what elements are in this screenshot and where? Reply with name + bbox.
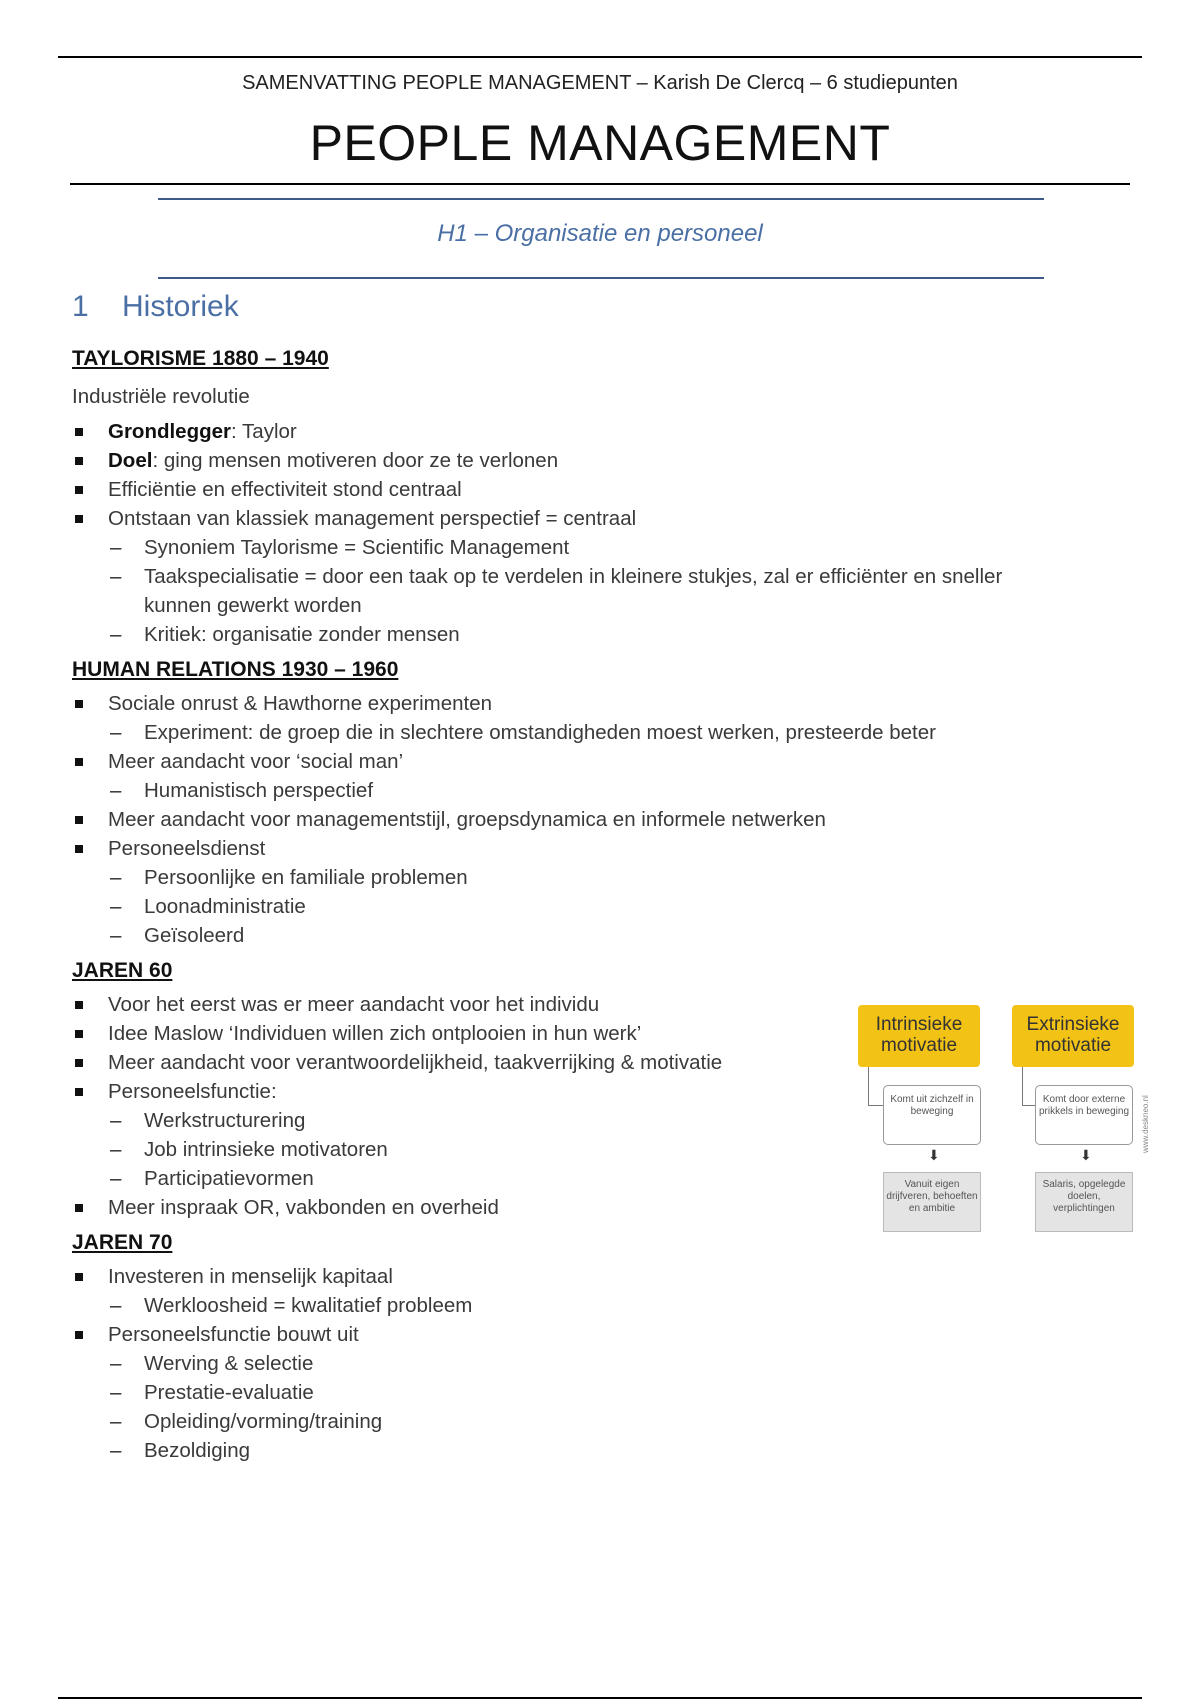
list-item: [72, 446, 1072, 475]
bold-label: Grondlegger: [108, 420, 232, 443]
jaren70-heading: JAREN 70: [72, 1231, 173, 1254]
jaren60-heading: JAREN 60: [72, 959, 173, 982]
sub-list-item: – Bezoldiging: [72, 1436, 1072, 1465]
list-item: Voor het eerst was er meer aandacht voor het individu: [72, 990, 1072, 1019]
list-item-text: : ging mensen motiveren door ze te verlonen: [152, 449, 559, 472]
list-item: Personeelsdienst: [72, 834, 1072, 863]
sub-list-item: – Kritiek: organisatie zonder mensen: [72, 620, 1072, 649]
section-title: Historiek: [122, 290, 239, 323]
list-item: Personeelsfunctie bouwt uit: [72, 1320, 1072, 1349]
top-rule: [58, 56, 1142, 58]
intrinsic-sub-box: Komt uit zichzelf in beweging: [883, 1085, 981, 1145]
section-number: 1: [72, 290, 89, 323]
chapter-heading: H1 – Organisatie en personeel: [437, 220, 763, 247]
bold-label: Doel: [108, 449, 153, 472]
jaren70-list: [72, 1262, 1072, 1465]
sub-list-item: – Werving & selectie: [72, 1349, 1072, 1378]
sub-list-item: – Participatievormen: [72, 1164, 1072, 1193]
title-underline: [70, 183, 1130, 185]
list-item: Investeren in menselijk kapitaal: [72, 1262, 1072, 1291]
section-heading: [72, 290, 239, 324]
sub-list-item: – Job intrinsieke motivatoren: [72, 1135, 1072, 1164]
list-item-text: : Taylor: [231, 420, 297, 443]
list-item: Meer aandacht voor verantwoordelijkheid, taakverrijking & motivatie: [72, 1048, 1072, 1077]
sub-list-item: – Humanistisch perspectief: [72, 776, 1072, 805]
sub-list-item: – Opleiding/vorming/training: [72, 1407, 1072, 1436]
chapter-bottom-line: [158, 277, 1044, 279]
diagram-watermark: www.deskneo.nl: [1141, 1095, 1150, 1153]
taylorisme-heading: TAYLORISME 1880 – 1940: [72, 347, 329, 370]
list-item: Meer aandacht voor ‘social man’: [72, 747, 1072, 776]
list-item: Ontstaan van klassiek management perspectief = centraal: [72, 504, 1072, 533]
sub-list-item: – Werkloosheid = kwalitatief probleem: [72, 1291, 1072, 1320]
sub-list-item: – Experiment: de groep die in slechtere omstandigheden moest werken, presteerde beter: [72, 718, 1072, 747]
chapter-top-line: [158, 198, 1044, 200]
list-item: Meer aandacht voor managementstijl, groepsdynamica en informele netwerken: [72, 805, 1072, 834]
intrinsic-motivation-box: Intrinsieke motivatie: [858, 1005, 980, 1067]
sub-list-item: – Taakspecialisatie = door een taak op te verdelen in kleinere stukjes, zal er efficiënter en sneller kunnen gewerkt worden: [72, 562, 1072, 620]
sub-list-item: – Synoniem Taylorisme = Scientific Management: [72, 533, 1072, 562]
extrinsic-detail-box: Salaris, opgelegde doelen, verplichtingen: [1035, 1172, 1133, 1232]
list-item: Idee Maslow ‘Individuen willen zich ontplooien in hun werk’: [72, 1019, 1072, 1048]
extrinsic-motivation-box: Extrinsieke motivatie: [1012, 1005, 1134, 1067]
sub-list-item: – Geïsoleerd: [72, 921, 1072, 950]
extrinsic-sub-box: Komt door externe prikkels in beweging: [1035, 1085, 1133, 1145]
down-arrow-icon: ⬇: [1080, 1147, 1092, 1163]
human-relations-heading: HUMAN RELATIONS 1930 – 1960: [72, 658, 399, 681]
list-item: Personeelsfunctie:: [72, 1077, 1072, 1106]
sub-list-item: – Werkstructurering: [72, 1106, 1072, 1135]
list-item: [72, 417, 1072, 446]
running-header: SAMENVATTING PEOPLE MANAGEMENT – Karish De Clercq – 6 studiepunten: [242, 72, 958, 94]
list-item: Meer inspraak OR, vakbonden en overheid: [72, 1193, 1072, 1222]
human-relations-list: [72, 689, 1072, 950]
sub-list-item: – Persoonlijke en familiale problemen: [72, 863, 1072, 892]
bottom-rule: [58, 1697, 1142, 1699]
sub-list-item: – Loonadministratie: [72, 892, 1072, 921]
page-title: PEOPLE MANAGEMENT: [309, 115, 891, 171]
taylorisme-intro: Industriële revolutie: [72, 385, 250, 408]
taylorisme-list: [72, 417, 1072, 649]
down-arrow-icon: ⬇: [928, 1147, 940, 1163]
list-item: Efficiëntie en effectiviteit stond centraal: [72, 475, 1072, 504]
list-item: Sociale onrust & Hawthorne experimenten: [72, 689, 1072, 718]
motivation-diagram: [850, 1005, 1150, 1240]
sub-list-item: – Prestatie-evaluatie: [72, 1378, 1072, 1407]
document-body: [72, 339, 1072, 1466]
intrinsic-detail-box: Vanuit eigen drijfveren, behoeften en ambitie: [883, 1172, 981, 1232]
